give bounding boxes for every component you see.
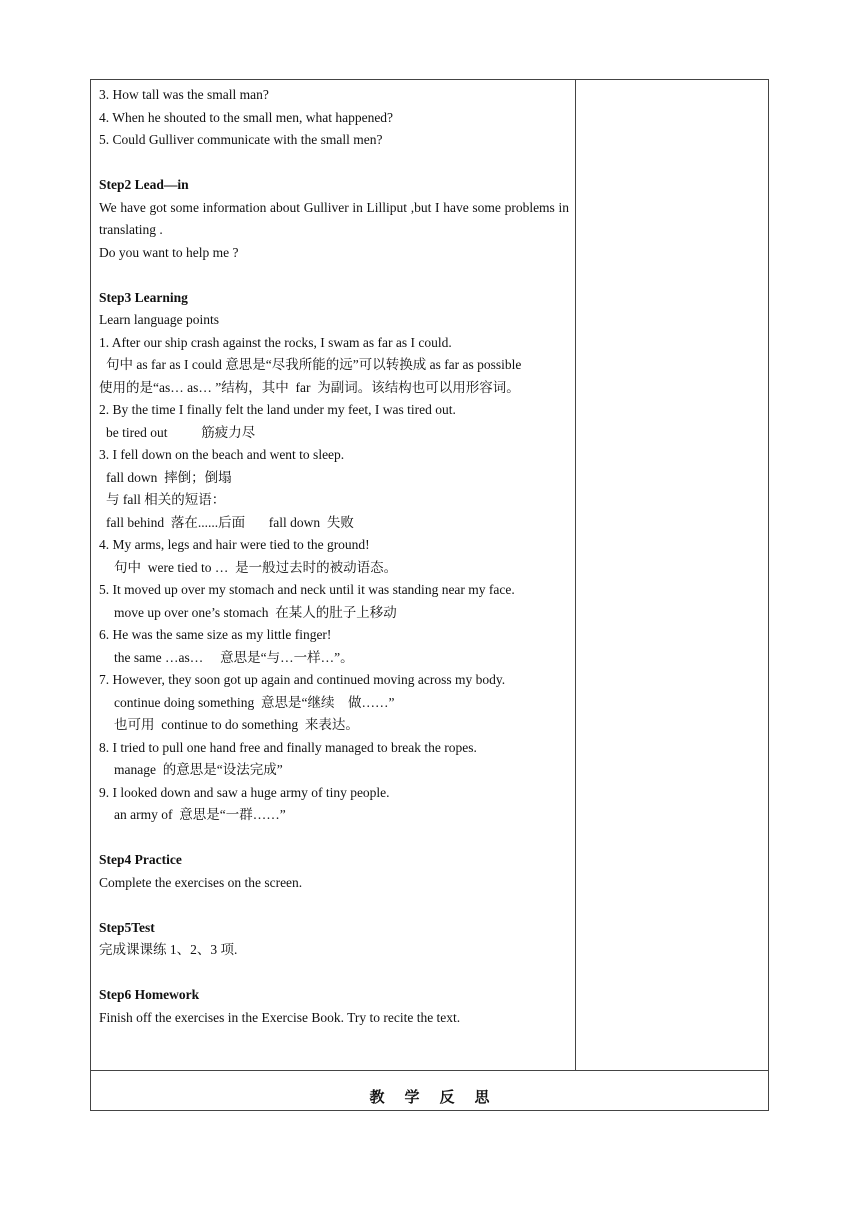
step2-question: Do you want to help me ? xyxy=(99,244,239,260)
point-7-note-2: 也可用 continue to do something 来表达。 xyxy=(114,717,359,732)
point-4-sentence: 4. My arms, legs and hair were tied to the ground! xyxy=(99,537,370,552)
point-3-note-3: fall behind 落在......后面 fall down 失败 xyxy=(106,514,354,530)
point-9-note: an army of 意思是“一群……” xyxy=(114,807,286,822)
teaching-reflection-title: 教学反思 xyxy=(369,1090,510,1106)
question-4: 4. When he shouted to the small men, what happened? xyxy=(99,109,394,125)
point-1-note-2: 使用的是“as… as… ”结构，其中 far 为副词。该结构也可以用形容词。 xyxy=(99,379,520,395)
point-3-note: fall down 摔倒；倒塌 xyxy=(106,469,232,485)
question-5: 5. Could Gulliver communicate with the small men? xyxy=(99,132,383,147)
point-7-sentence: 7. However, they soon got up again and continued moving across my body. xyxy=(99,672,506,687)
point-4-note: 句中 were tied to … 是一般过去时的被动语态。 xyxy=(114,559,398,575)
step3-intro: Learn language points xyxy=(99,312,219,327)
point-9-sentence: 9. I looked down and saw a huge army of tiny people. xyxy=(99,784,390,800)
point-6-sentence: 6. He was the same size as my little finger! xyxy=(99,627,332,642)
step2-heading: Step2 Lead—in xyxy=(99,177,189,192)
point-8-note: manage 的意思是“设法完成” xyxy=(114,762,283,777)
point-7-note: continue doing something 意思是“继续 做……” xyxy=(114,694,395,710)
point-5-note: move up over one’s stomach 在某人的肚子上移动 xyxy=(114,604,397,620)
point-2-note: be tired out 筋疲力尽 xyxy=(106,424,256,440)
step5-heading: Step5Test xyxy=(99,919,155,935)
point-3-sentence: 3. I fell down on the beach and went to sleep. xyxy=(99,447,345,462)
point-8-sentence: 8. I tried to pull one hand free and finally managed to break the ropes. xyxy=(99,739,477,755)
lesson-table xyxy=(90,79,769,1111)
column-divider xyxy=(575,80,576,1070)
row-divider xyxy=(91,1070,768,1071)
point-1-sentence: 1. After our ship crash against the rocks, I swam as far as I could. xyxy=(99,334,452,350)
point-5-sentence: 5. It moved up over my stomach and neck until it was standing near my face. xyxy=(99,582,515,597)
step5-text: 完成课课练 1、2、3 项. xyxy=(99,942,238,957)
point-3-note-2: 与 fall 相关的短语： xyxy=(106,492,226,507)
step6-heading: Step6 Homework xyxy=(99,987,200,1002)
point-6-note: the same …as… 意思是“与…一样…”。 xyxy=(114,649,354,665)
step4-text: Complete the exercises on the screen. xyxy=(99,874,303,890)
step3-heading: Step3 Learning xyxy=(99,289,188,305)
point-1-note: 句中 as far as I could 意思是“尽我所能的远”可以转换成 as far as possible xyxy=(106,357,522,372)
step2-paragraph: We have got some information about Gulliver in Lilliput ,but I have some problems in translating . xyxy=(99,199,569,237)
question-3: 3. How tall was the small man? xyxy=(99,87,269,102)
point-2-sentence: 2. By the time I finally felt the land under my feet, I was tired out. xyxy=(99,402,456,417)
step6-text: Finish off the exercises in the Exercise Book. Try to recite the text. xyxy=(99,1009,461,1025)
step4-heading: Step4 Practice xyxy=(99,852,182,867)
lesson-content xyxy=(99,84,569,1029)
